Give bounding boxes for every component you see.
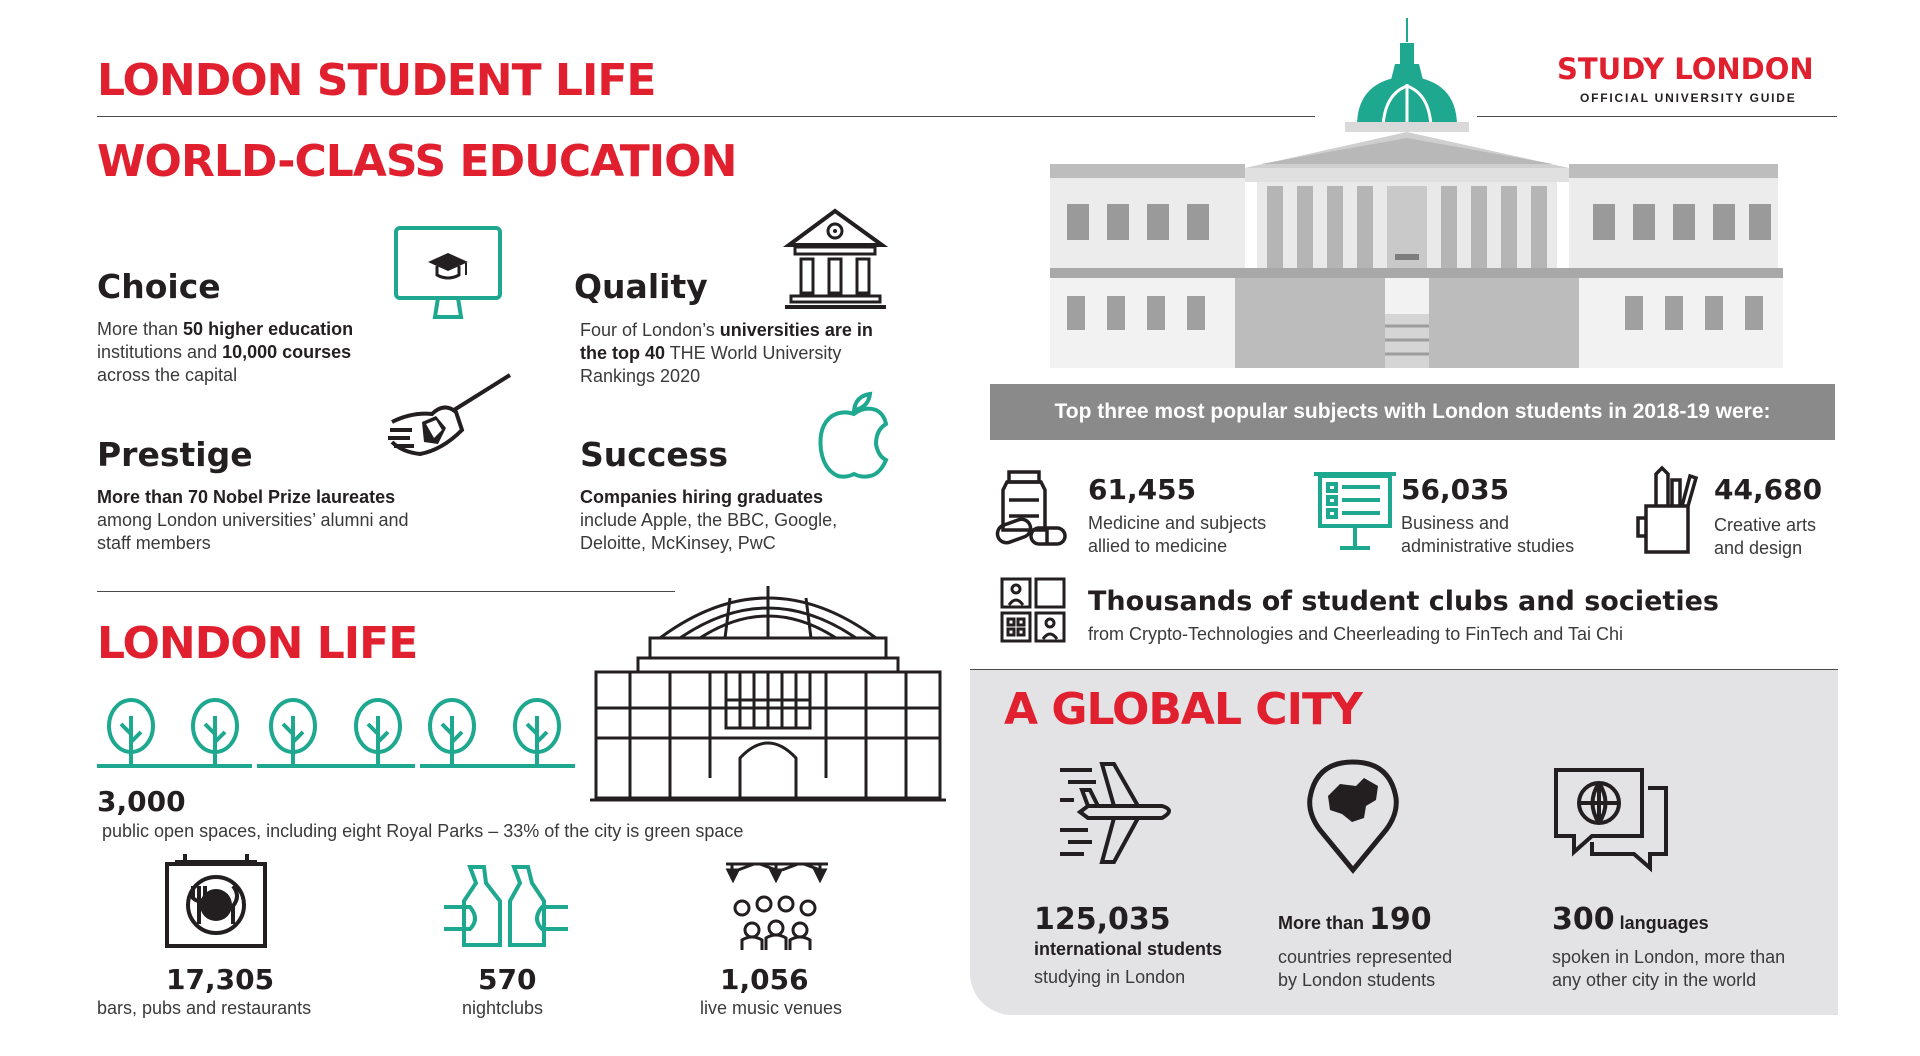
success-text: Companies hiring graduates include Apple, the BBC, Google, Deloitte, McKinsey, PwC <box>580 487 838 553</box>
prestige-text: More than 70 Nobel Prize laureates among London universities’ alumni and staff members <box>97 487 409 553</box>
tree-icon <box>271 700 315 766</box>
languages-suffix: languages <box>1614 913 1709 933</box>
restaurant-sign-icon <box>163 850 269 950</box>
global-heading: A GLOBAL CITY <box>1004 684 1362 735</box>
london-life-heading: LONDON LIFE <box>97 618 418 669</box>
brand-logo: STUDY LONDON <box>1557 52 1814 86</box>
graduation-monitor-icon <box>393 225 503 323</box>
students-value: 125,035 <box>1034 902 1171 937</box>
education-heading: WORLD-CLASS EDUCATION <box>97 136 737 187</box>
students-label: studying in London <box>1034 967 1186 987</box>
tree-icon <box>515 700 559 766</box>
countries-label: countries represented by London students <box>1278 947 1453 990</box>
restaurants-value: 17,305 <box>166 963 275 996</box>
subject-arts-value: 44,680 <box>1714 473 1823 506</box>
music-venues-label: live music venues <box>700 998 843 1018</box>
apple-icon <box>818 392 888 478</box>
tree-icon <box>430 700 474 766</box>
choice-title: Choice <box>97 267 221 306</box>
subject-medicine-label: Medicine and subjects allied to medicine <box>1088 513 1267 556</box>
languages-label: spoken in London, more than any other city in the world <box>1552 947 1786 990</box>
restaurants-label: bars, pubs and restaurants <box>97 998 312 1018</box>
tree-icon <box>109 700 153 766</box>
subject-business-value: 56,035 <box>1401 473 1510 506</box>
airplane-icon <box>1058 760 1178 866</box>
quality-text: Four of London’s universities are in the top 40 THE World University Rankings 2020 <box>580 320 873 386</box>
open-spaces-label: public open spaces, including eight Royal Parks – 33% of the city is green space <box>102 821 744 841</box>
nightclubs-value: 570 <box>478 963 537 996</box>
clubs-title: Thousands of student clubs and societies <box>1088 586 1719 617</box>
university-building-icon <box>783 207 888 311</box>
subjects-banner-text: Top three most popular subjects with London students in 2018-19 were: <box>1054 400 1771 423</box>
quality-title: Quality <box>574 267 708 306</box>
clubs-grid-icon <box>1000 577 1066 643</box>
brand-subtitle: OFFICIAL UNIVERSITY GUIDE <box>1580 91 1797 105</box>
trees-row <box>97 694 575 774</box>
open-spaces-value: 3,000 <box>97 785 186 818</box>
medicine-icon <box>995 468 1067 550</box>
education-divider <box>97 591 675 592</box>
albert-hall-illustration <box>590 578 946 808</box>
page-title: LONDON STUDENT LIFE <box>97 55 656 106</box>
nightclubs-label: nightclubs <box>462 998 544 1018</box>
concert-crowd-icon <box>724 858 830 954</box>
subject-arts-label: Creative arts and design <box>1714 515 1817 558</box>
cheers-bottles-icon <box>440 863 572 953</box>
countries-value-line <box>1278 902 1432 937</box>
global-divider <box>970 669 1838 670</box>
countries-value: 190 <box>1369 902 1432 937</box>
clubs-subtitle: from Crypto-Technologies and Cheerleading to FinTech and Tai Chi <box>1088 624 1623 644</box>
pencil-cup-icon <box>1636 466 1706 556</box>
map-pin-icon <box>1306 758 1400 874</box>
university-college-illustration <box>1045 14 1783 382</box>
hand-medal-icon <box>382 372 514 460</box>
tree-icon <box>356 700 400 766</box>
presentation-board-icon <box>1312 470 1398 550</box>
subject-business-label: Business and administrative studies <box>1401 513 1575 556</box>
choice-text: More than 50 higher education institutions and 10,000 courses across the capital <box>97 319 354 385</box>
success-title: Success <box>580 435 729 474</box>
students-bold-label: international students <box>1034 939 1223 959</box>
countries-prefix: More than <box>1278 913 1370 933</box>
languages-value: 300 <box>1552 902 1615 937</box>
music-venues-value: 1,056 <box>720 963 809 996</box>
prestige-title: Prestige <box>97 435 253 474</box>
speech-globe-icon <box>1552 766 1672 878</box>
languages-value-line <box>1552 902 1709 937</box>
subject-medicine-value: 61,455 <box>1088 473 1197 506</box>
tree-icon <box>193 700 237 766</box>
